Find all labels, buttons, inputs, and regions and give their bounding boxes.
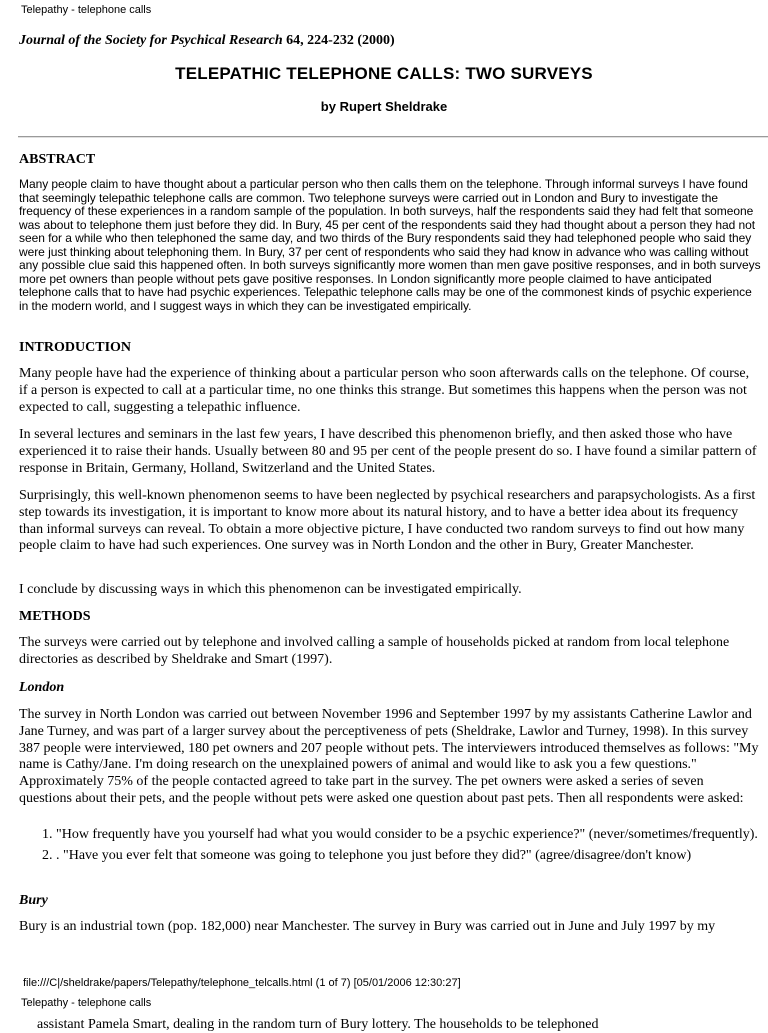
next-page-header: Telepathy - telephone calls <box>21 997 152 1009</box>
abstract-text: Many people claim to have thought about a particular person who then calls them on the telephone. Through informal surveys I have found that seemingly telepathic telephone calls are common. Two telephone surveys were carried out in London and Bury to investigate the frequency of these experiences in a random sample of the population. In both surveys, half the respondents said they had felt that someone was about to telephone them just before they did. In Bury, 45 per cent of the respondents said they had thought about a person they had not seen for a while who then telephoned the same day, and two thirds of the Bury respondents said they had telephoned people who said they were just thinking about telephoning them. In Bury, 37 per cent of respondents who said they had know in advance who was calling without any possible clue said this happened often. In both surveys significantly more women than men gave positive responses, and in both surveys more pet owners than people without pets gave positive responses. In London significantly more people claimed to have anticipated telephone calls that to have had psychic experiences. Telepathic telephone calls may be one of the commonest kinds of psychic experience in the modern world, and I suggest ways in which they can be investigated empirically. <box>19 177 761 313</box>
intro-paragraph-3: Surprisingly, this well-known phenomenon seems to have been neglected by psychical researchers and parapsychologists. As a first step towards its investigation, it is important to know more about its natural history, and to have a better idea about its frequency than informal surveys can reveal. To obtain a more objective picture, I have conducted two random surveys to find out how many people claim to have had such experiences. One survey was in North London and the other in Bury, Greater Manchester. <box>19 488 756 554</box>
intro-paragraph-2: In several lectures and seminars in the last few years, I have described this phenomenon briefly, and then asked those who have experienced it to raise their hands. Usually between 80 and 95 per cent of the people present do so. I have found a similar pattern of response in Britain, Germany, Holland, Switzerland and the United States. <box>19 427 757 476</box>
survey-question-2: 2. . "Have you ever felt that someone was going to telephone you just before they did?" (agree/disagree/don't know) <box>56 847 768 864</box>
page-title: TELEPATHIC TELEPHONE CALLS: TWO SURVEYS <box>175 64 593 83</box>
introduction-heading: INTRODUCTION <box>19 340 132 355</box>
bury-paragraph: Bury is an industrial town (pop. 182,000) near Manchester. The survey in Bury was carried out in June and July 1997 by my <box>19 919 716 934</box>
browser-header: Telepathy - telephone calls <box>21 4 152 16</box>
methods-heading: METHODS <box>19 609 91 624</box>
london-subheading: London <box>19 680 65 695</box>
footer-file-path: file:///C|/sheldrake/papers/Telepathy/telephone_telcalls.html (1 of 7) [05/01/2006 12:30:27] <box>23 977 461 989</box>
journal-name: Journal of the Society for Psychical Research <box>19 33 283 48</box>
london-paragraph: The survey in North London was carried out between November 1996 and September 1997 by my assistants Catherine Lawlor and Jane Turney, and was part of a larger survey about the perceptiveness of pets (Sheldrake, Lawlor and Turney, 1998). In this survey 387 people were interviewed, 180 pet owners and 207 people without pets. The interviewers introduced themselves as follows: "My name is Cathy/Jane. I'm doing research on the unexplained powers of animal and would like to ask you a few questions." Approximately 75% of the people contacted agreed to take part in the survey. The pet owners were asked a series of seven questions about their pets, and the people without pets were asked one question about past pets. Then all respondents were asked: <box>19 707 759 806</box>
horizontal-rule <box>18 136 768 138</box>
next-page-cut-text: assistant Pamela Smart, dealing in the random turn of Bury lottery. The households to be telephoned <box>37 1017 599 1032</box>
methods-paragraph: The surveys were carried out by telephone and involved calling a sample of households picked at random from local telephone directories as described by Sheldrake and Smart (1997). <box>19 635 730 667</box>
survey-question-1: 1. "How frequently have you yourself had what you would consider to be a psychic experience?" (never/sometimes/frequently). <box>56 826 768 843</box>
author-byline: by Rupert Sheldrake <box>320 99 448 114</box>
abstract-heading: ABSTRACT <box>19 152 96 167</box>
bury-subheading: Bury <box>19 893 48 908</box>
intro-paragraph-1: Many people have had the experience of thinking about a particular person who soon afterwards calls on the telephone. Of course, if a person is expected to call at a particular time, no one thinks this strange. But sometimes this happens when the person was not expected to call, suggesting a telepathic influence. <box>19 366 750 415</box>
journal-citation <box>19 33 395 49</box>
intro-paragraph-4: I conclude by discussing ways in which this phenomenon can be investigated empirically. <box>19 582 522 597</box>
journal-volume: 64, 224-232 (2000) <box>286 33 395 48</box>
survey-questions-list <box>19 826 768 868</box>
